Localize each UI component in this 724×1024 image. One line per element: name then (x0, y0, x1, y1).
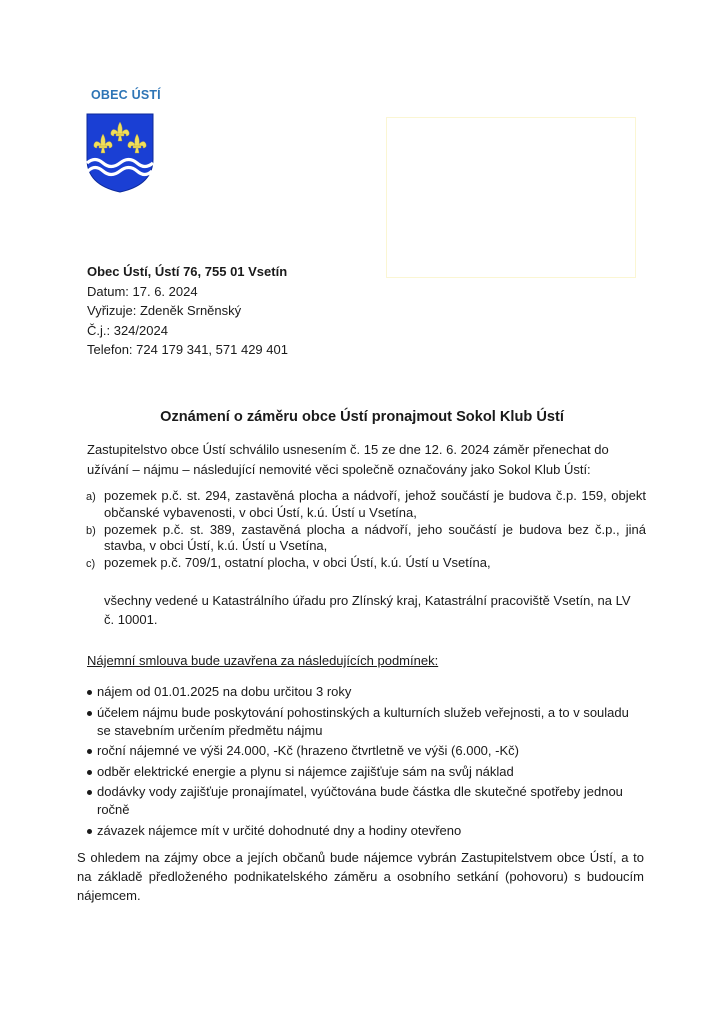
condition-text: dodávky vody zajišťuje pronajímatel, vyúčtována bude částka dle skutečné spotřeby jednou ročně (97, 784, 623, 817)
conditions-list (86, 683, 646, 842)
condition-item (86, 822, 646, 840)
property-list (86, 488, 646, 572)
properties-note: všechny vedené u Katastrálního úřadu pro Zlínský kraj, Katastrální pracoviště Vsetín, na LV č. 10001. (104, 593, 631, 627)
sender-address: Obec Ústí, Ústí 76, 755 01 Vsetín (87, 264, 288, 279)
property-item (86, 488, 646, 522)
coat-of-arms-icon (86, 113, 154, 193)
condition-text: odběr elektrické energie a plynu si nájemce zajišťuje sám na svůj náklad (97, 763, 514, 779)
intro-paragraph: Zastupitelstvo obce Ústí schválilo usnesením č. 15 ze dne 12. 6. 2024 záměr přenechat do užívání – nájmu – následující nemovité věci společně označovány jako Sokol Klub Ústí: (87, 442, 609, 477)
condition-text: nájem od 01.01.2025 na dobu určitou 3 roky (97, 684, 352, 699)
condition-item (86, 763, 646, 781)
bullet-icon (87, 690, 92, 695)
document-title: Oznámení o záměru obce Ústí pronajmout Sokol Klub Ústí (160, 409, 564, 425)
list-marker: b) (86, 524, 96, 537)
bullet-icon (87, 829, 92, 834)
coat-of-arms-svg (86, 113, 154, 193)
condition-item (86, 783, 646, 819)
handled-by: Vyřizuje: Zdeněk Srněnský (87, 303, 242, 318)
reference-number: Č.j.: 324/2024 (87, 322, 168, 338)
condition-item (86, 704, 646, 740)
bullet-icon (87, 749, 92, 754)
property-text: pozemek p.č. st. 389, zastavěná plocha a nádvoří, jeho součástí je budova bez č.p., jiná stavba, v obci Ústí, k.ú. Ústí u Vsetína, (104, 521, 646, 554)
closing-paragraph: S ohledem na zájmy obce a jejích občanů bude nájemce vybrán Zastupitelstvem obce Ústí, a to na základě předloženého podnikatelského záměru a osobního setkání (pohovoru) s budoucím nájemcem. (77, 850, 644, 903)
sender-block (87, 262, 288, 360)
bullet-icon (87, 790, 92, 795)
list-marker: a) (86, 491, 96, 503)
stamp-placeholder-box (386, 117, 636, 278)
municipality-name: OBEC ÚSTÍ (91, 88, 161, 102)
condition-text: závazek nájemce mít v určité dohodnuté dny a hodiny otevřeno (97, 822, 462, 838)
conditions-heading: Nájemní smlouva bude uzavřena za následujících podmínek: (87, 653, 439, 668)
condition-text: účelem nájmu bude poskytování pohostinských a kulturních služeb veřejnosti, a to v souladu se stavebním určením předmětu nájmu (97, 704, 629, 738)
property-item (86, 555, 646, 572)
property-text: pozemek p.č. 709/1, ostatní plocha, v obci Ústí, k.ú. Ústí u Vsetína, (104, 555, 491, 571)
document-date: Datum: 17. 6. 2024 (87, 283, 198, 299)
property-item (86, 522, 646, 556)
property-text: pozemek p.č. st. 294, zastavěná plocha a nádvoří, jehož součástí je budova č.p. 159, objekt občanské vybavenosti, v obci Ústí, k.ú. Ústí u Vsetína, (104, 488, 646, 520)
condition-text: roční nájemné ve výši 24.000, -Kč (hrazeno čtvrtletně ve výši (6.000, -Kč) (97, 743, 519, 758)
phone-numbers: Telefon: 724 179 341, 571 429 401 (87, 342, 288, 357)
condition-item (86, 742, 646, 760)
bullet-icon (87, 770, 92, 775)
condition-item (86, 683, 646, 701)
bullet-icon (87, 711, 92, 716)
list-marker: c) (86, 558, 96, 571)
